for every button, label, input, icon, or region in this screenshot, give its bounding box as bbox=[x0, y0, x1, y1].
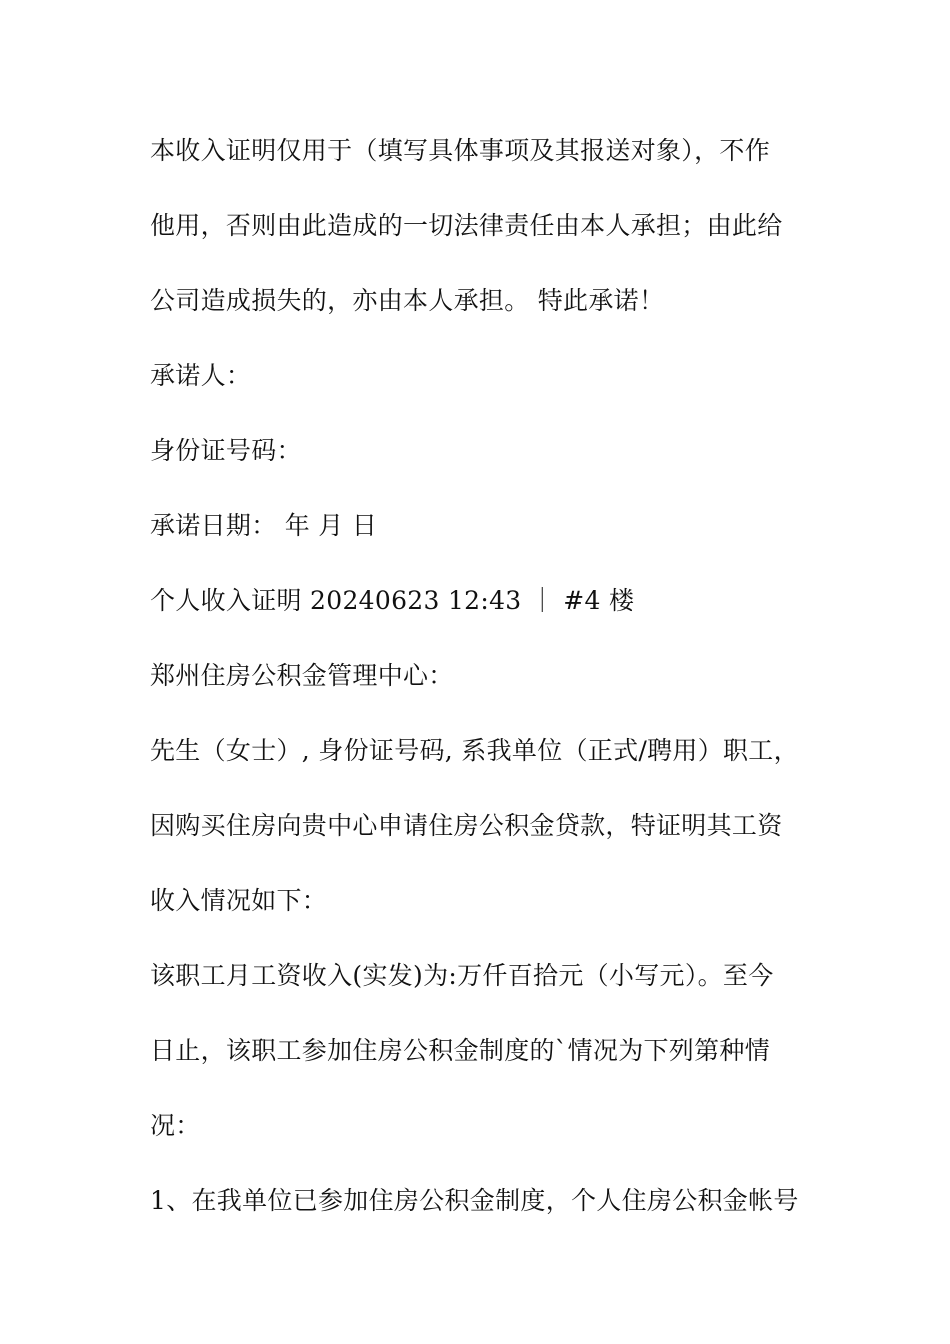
text-line-commitment-3: 公司造成损失的，亦由本人承担。 特此承诺！ bbox=[150, 286, 665, 315]
text-line-employee-2: 因购买住房向贵中心申请住房公积金贷款，特证明其工资 bbox=[150, 811, 783, 840]
text-line-commitment-1: 本收入证明仅用于（填写具体事项及其报送对象），不作 bbox=[150, 136, 771, 165]
commitment-date-label: 承诺日期： 年 月 日 bbox=[150, 511, 378, 540]
section-heading-income-certificate: 个人收入证明 20240623 12:43 ｜ #4 楼 bbox=[150, 586, 635, 615]
text-line-commitment-2: 他用，否则由此造成的一切法律责任由本人承担；由此给 bbox=[150, 211, 783, 240]
text-line-salary-3: 况： bbox=[150, 1111, 201, 1140]
text-line-salary-1: 该职工月工资收入(实发)为:万仟百拾元（小写元）。至今 bbox=[150, 961, 774, 990]
promisor-label: 承诺人： bbox=[150, 361, 252, 390]
text-line-employee-3: 收入情况如下： bbox=[150, 886, 328, 915]
text-line-employee-1: 先生（女士）, 身份证号码, 系我单位（正式/聘用）职工， bbox=[150, 736, 799, 765]
addressee-line: 郑州住房公积金管理中心： bbox=[150, 661, 454, 690]
list-item-1: 1、在我单位已参加住房公积金制度，个人住房公积金帐号 bbox=[150, 1186, 799, 1215]
text-line-salary-2: 日止，该职工参加住房公积金制度的`情况为下列第种情 bbox=[150, 1036, 771, 1065]
id-number-label: 身份证号码： bbox=[150, 436, 302, 465]
